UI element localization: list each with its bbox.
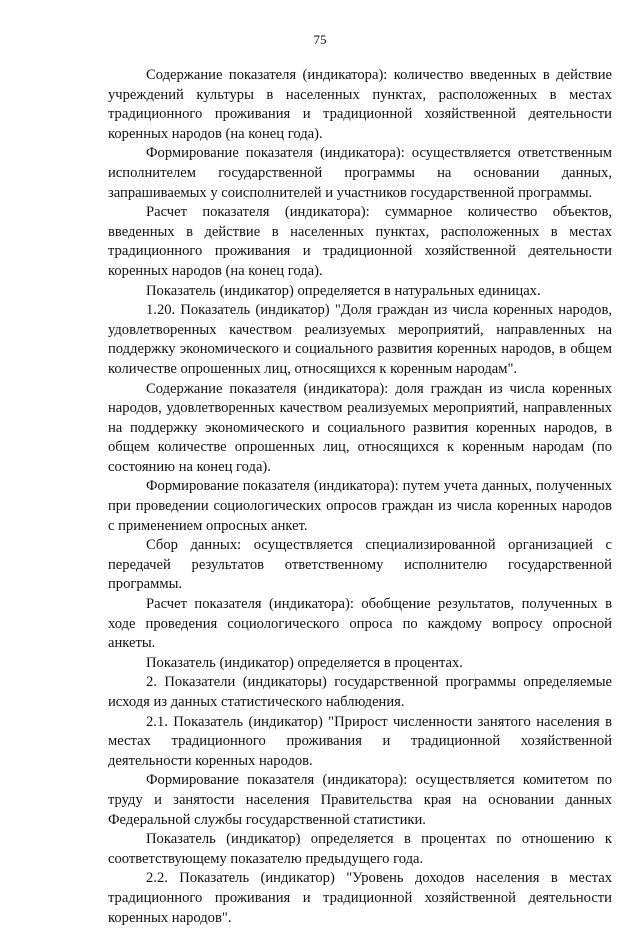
- paragraph: Расчет показателя (индикатора): обобщение результатов, полученных в ходе проведения социологического опроса по каждому вопросу опросной анкеты.: [108, 596, 612, 652]
- paragraph: Формирование показателя (индикатора): осуществляется комитетом по труду и занятости населения Правительства края на основании данных Федеральной службы государственной статистики.: [108, 772, 612, 828]
- paragraph: Показатель (индикатор) определяется в процентах по отношению к соответствующему показателю предыдущего года.: [108, 831, 612, 867]
- paragraph: Показатель (индикатор) определяется в натуральных единицах.: [146, 282, 541, 299]
- paragraph: Содержание показателя (индикатора): количество введенных в действие учреждений культуры в населенных пунктах, расположенных в местах традиционного проживания и традиционной хозяйственной деятельности коренных народов (на конец года).: [108, 67, 612, 142]
- paragraph: 1.20. Показатель (индикатор) "Доля граждан из числа коренных народов, удовлетворенных качеством реализуемых мероприятий, направленных на поддержку экономического и социального развития коренных народов, в общем количестве опрошенных лиц, относящихся к коренным народам".: [108, 302, 612, 377]
- paragraph: Показатель (индикатор) определяется в процентах.: [146, 654, 463, 671]
- paragraph: 2.1. Показатель (индикатор) "Прирост численности занятого населения в местах традиционного проживания и традиционной хозяйственной деятельности коренных народов.: [108, 713, 612, 769]
- paragraph: 2. Показатели (индикаторы) государственной программы определяемые исходя из данных статистического наблюдения.: [108, 674, 612, 710]
- document-body: [108, 66, 612, 928]
- paragraph: Формирование показателя (индикатора): осуществляется ответственным исполнителем государственной программы на основании данных, запрашиваемых у соисполнителей и участников государственной программы.: [108, 145, 612, 201]
- paragraph: Содержание показателя (индикатора): доля граждан из числа коренных народов, удовлетворенных качеством реализуемых мероприятий, направленных на поддержку экономического и социального развития коренных народов, в общем количестве опрошенных лиц, относящихся к коренным народам (по состоянию на конец года).: [108, 380, 612, 475]
- paragraph: 2.2. Показатель (индикатор) "Уровень доходов населения в местах традиционного проживания и традиционной хозяйственной деятельности коренных народов".: [108, 870, 612, 926]
- paragraph: Формирование показателя (индикатора): путем учета данных, полученных при проведении социологических опросов граждан из числа коренных народов с применением опросных анкет.: [108, 478, 612, 534]
- page-number: 75: [313, 32, 327, 47]
- paragraph: Расчет показателя (индикатора): суммарное количество объектов, введенных в действие в населенных пунктах, расположенных в местах традиционного проживания и традиционной хозяйственной деятельности коренных народов (на конец года).: [108, 204, 612, 279]
- paragraph: Сбор данных: осуществляется специализированной организацией с передачей результатов ответственному исполнителю государственной программы.: [108, 537, 612, 593]
